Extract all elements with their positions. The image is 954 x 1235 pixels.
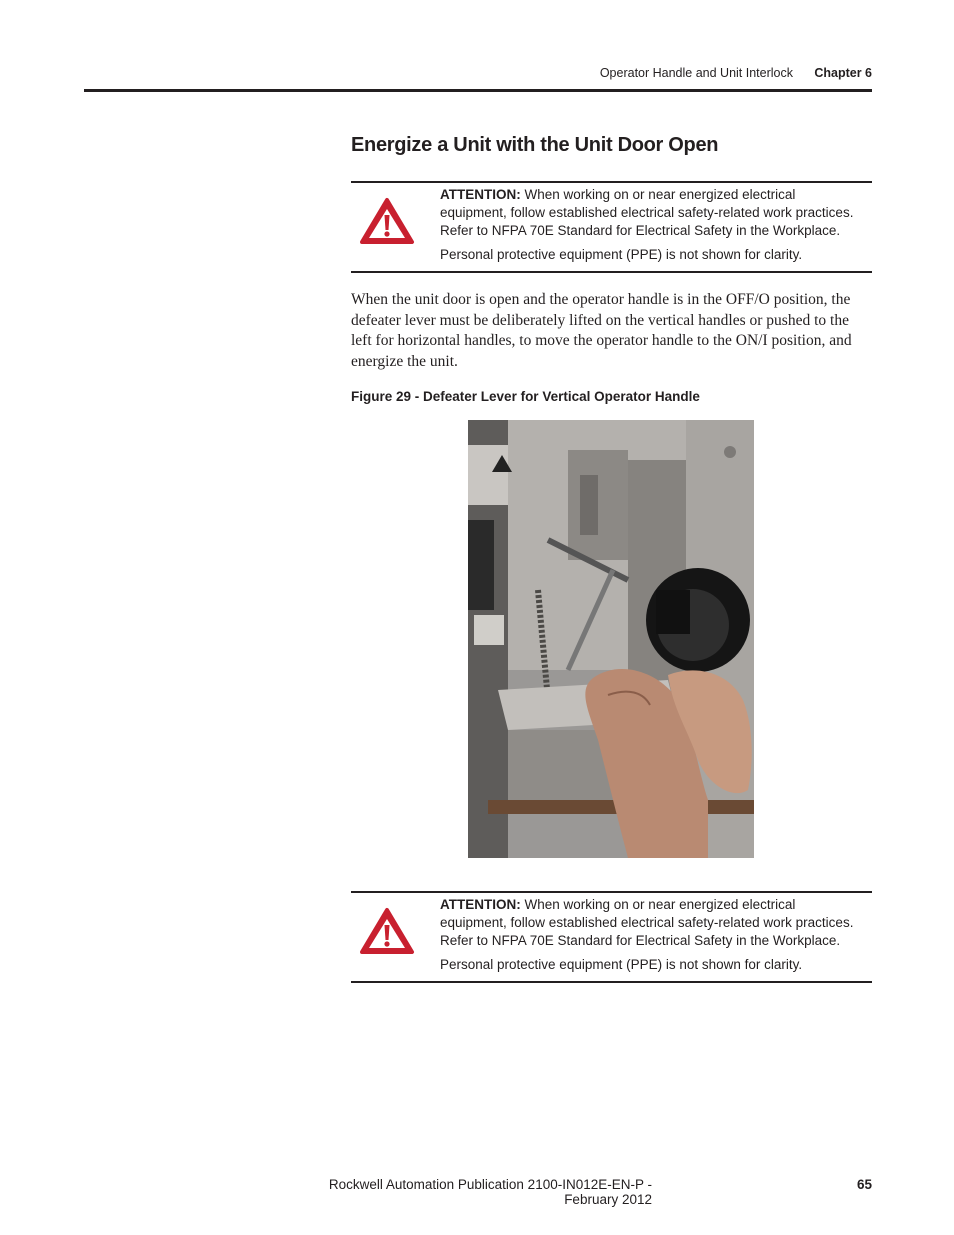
- body-paragraph: When the unit door is open and the operator handle is in the OFF/O position, the defeater lever must be deliberately lifted on the vertical handles or pushed to the left for horizontal handles, to move the operator handle to the ON/I position, and energize the unit.: [351, 291, 852, 370]
- attention-box-top: [351, 181, 872, 273]
- attention-text: [440, 186, 865, 240]
- footer-publication: Rockwell Automation Publication 2100-IN012E-EN-P - February 2012: [328, 1177, 652, 1207]
- attention-text: [440, 896, 865, 950]
- attention-lead: ATTENTION:: [440, 187, 521, 202]
- figure-photo: [468, 420, 754, 858]
- attention-lead: ATTENTION:: [440, 897, 521, 912]
- attention-ppe-note: Personal protective equipment (PPE) is not shown for clarity.: [440, 247, 803, 262]
- page-number: 65: [856, 1177, 872, 1192]
- header-rule: [84, 89, 872, 92]
- warning-triangle-icon: [359, 197, 415, 245]
- attention-body: When working on or near energized electrical equipment, follow established electrical safety-related work practices. Refer to NFPA 70E Standard for Electrical Safety in the Workplace.: [440, 897, 854, 948]
- figure-caption: Figure 29 - Defeater Lever for Vertical Operator Handle: [351, 389, 700, 404]
- attention-body: When working on or near energized electrical equipment, follow established electrical safety-related work practices. Refer to NFPA 70E Standard for Electrical Safety in the Workplace.: [440, 187, 854, 238]
- running-header-chapter: Chapter 6: [814, 66, 872, 80]
- running-header-title: Operator Handle and Unit Interlock: [599, 66, 793, 80]
- attention-box-bottom: [351, 891, 872, 983]
- warning-triangle-icon: [359, 907, 415, 955]
- section-heading: Energize a Unit with the Unit Door Open: [351, 134, 719, 156]
- attention-ppe-note: Personal protective equipment (PPE) is not shown for clarity.: [440, 957, 803, 972]
